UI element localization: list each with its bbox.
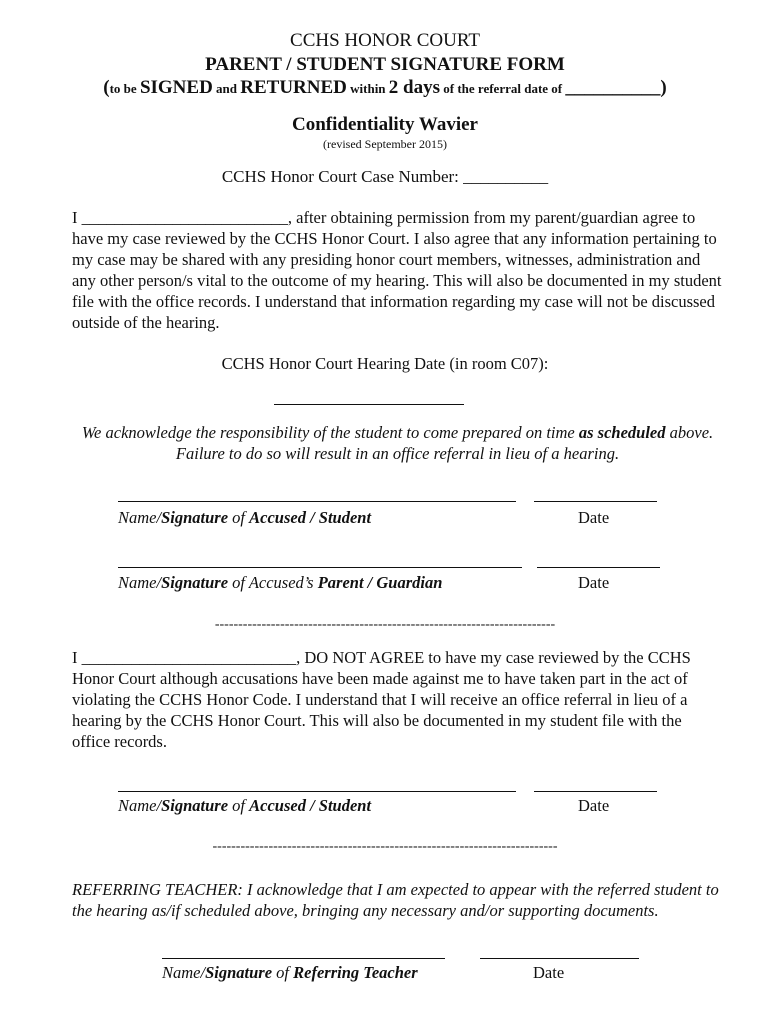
form-title: PARENT / STUDENT SIGNATURE FORM	[205, 54, 565, 75]
section-separator: --------------------------------------------------------------------------	[212, 839, 558, 854]
student-date-line[interactable]	[534, 500, 657, 502]
hearing-date-label: CCHS Honor Court Hearing Date (in room C07):	[221, 354, 549, 373]
parent-signature-line[interactable]	[118, 566, 522, 568]
disagree-date-label: Date	[578, 796, 610, 815]
revised-note: (revised September 2015)	[323, 137, 447, 151]
student-signature-line[interactable]	[118, 500, 516, 502]
form-heading: CCHS HONOR COURT	[290, 30, 480, 51]
parent-date-label: Date	[578, 573, 610, 592]
student-signature-label: Name/Signature of Accused / Student	[118, 508, 372, 527]
referral-date-blank[interactable]: __________	[565, 77, 661, 98]
disagree-signature-line[interactable]	[118, 790, 516, 792]
parent-date-line[interactable]	[537, 566, 660, 568]
disagree-paragraph: I __________________________, DO NOT AGREE to have my case reviewed by the CCHS Honor Court although accusations have been made against me to have taken part in the act of violating the CCHS Honor Code. I understand that I will receive an office referral in lieu of a hearing by the CCHS Honor Court. This will also be documented in my student file with the office records.	[72, 648, 691, 751]
referring-teacher-paragraph: REFERRING TEACHER: I acknowledge that I am expected to appear with the referred student to the hearing as/if scheduled above, bringing any necessary and/or supporting documents.	[72, 880, 719, 920]
disagree-signature-label: Name/Signature of Accused / Student	[118, 796, 372, 815]
disagree-date-line[interactable]	[534, 790, 657, 792]
case-number-field[interactable]: CCHS Honor Court Case Number: __________	[221, 167, 549, 186]
section-separator: -------------------------------------------------------------------------	[214, 617, 556, 632]
hearing-date-line[interactable]	[274, 384, 464, 405]
teacher-date-line[interactable]	[480, 957, 639, 959]
confidentiality-title: Confidentiality Wavier	[292, 114, 478, 135]
return-instruction: (to be SIGNED and RETURNED within 2 days of the referral date of __________)	[103, 77, 667, 98]
parent-signature-label: Name/Signature of Accused’s Parent / Guardian	[118, 573, 443, 592]
teacher-signature-label: Name/Signature of Referring Teacher	[162, 963, 418, 982]
teacher-signature-line[interactable]	[162, 957, 445, 959]
agree-paragraph: I _________________________, after obtaining permission from my parent/guardian agree to have my case reviewed by the CCHS Honor Court. I also agree that any information pertaining to my case may be shared with any presiding honor court members, witnesses, administration and any other person/s vital to the outcome of my hearing. This will also be documented in my student file with the office records. I understand that information regarding my case will not be discussed outside of the hearing.	[72, 208, 722, 332]
teacher-date-label: Date	[533, 963, 565, 982]
acknowledgement-text: We acknowledge the responsibility of the student to come prepared on time as scheduled above. Failure to do so will result in an office referral in lieu of a hearing.	[81, 423, 714, 463]
student-date-label: Date	[578, 508, 610, 527]
